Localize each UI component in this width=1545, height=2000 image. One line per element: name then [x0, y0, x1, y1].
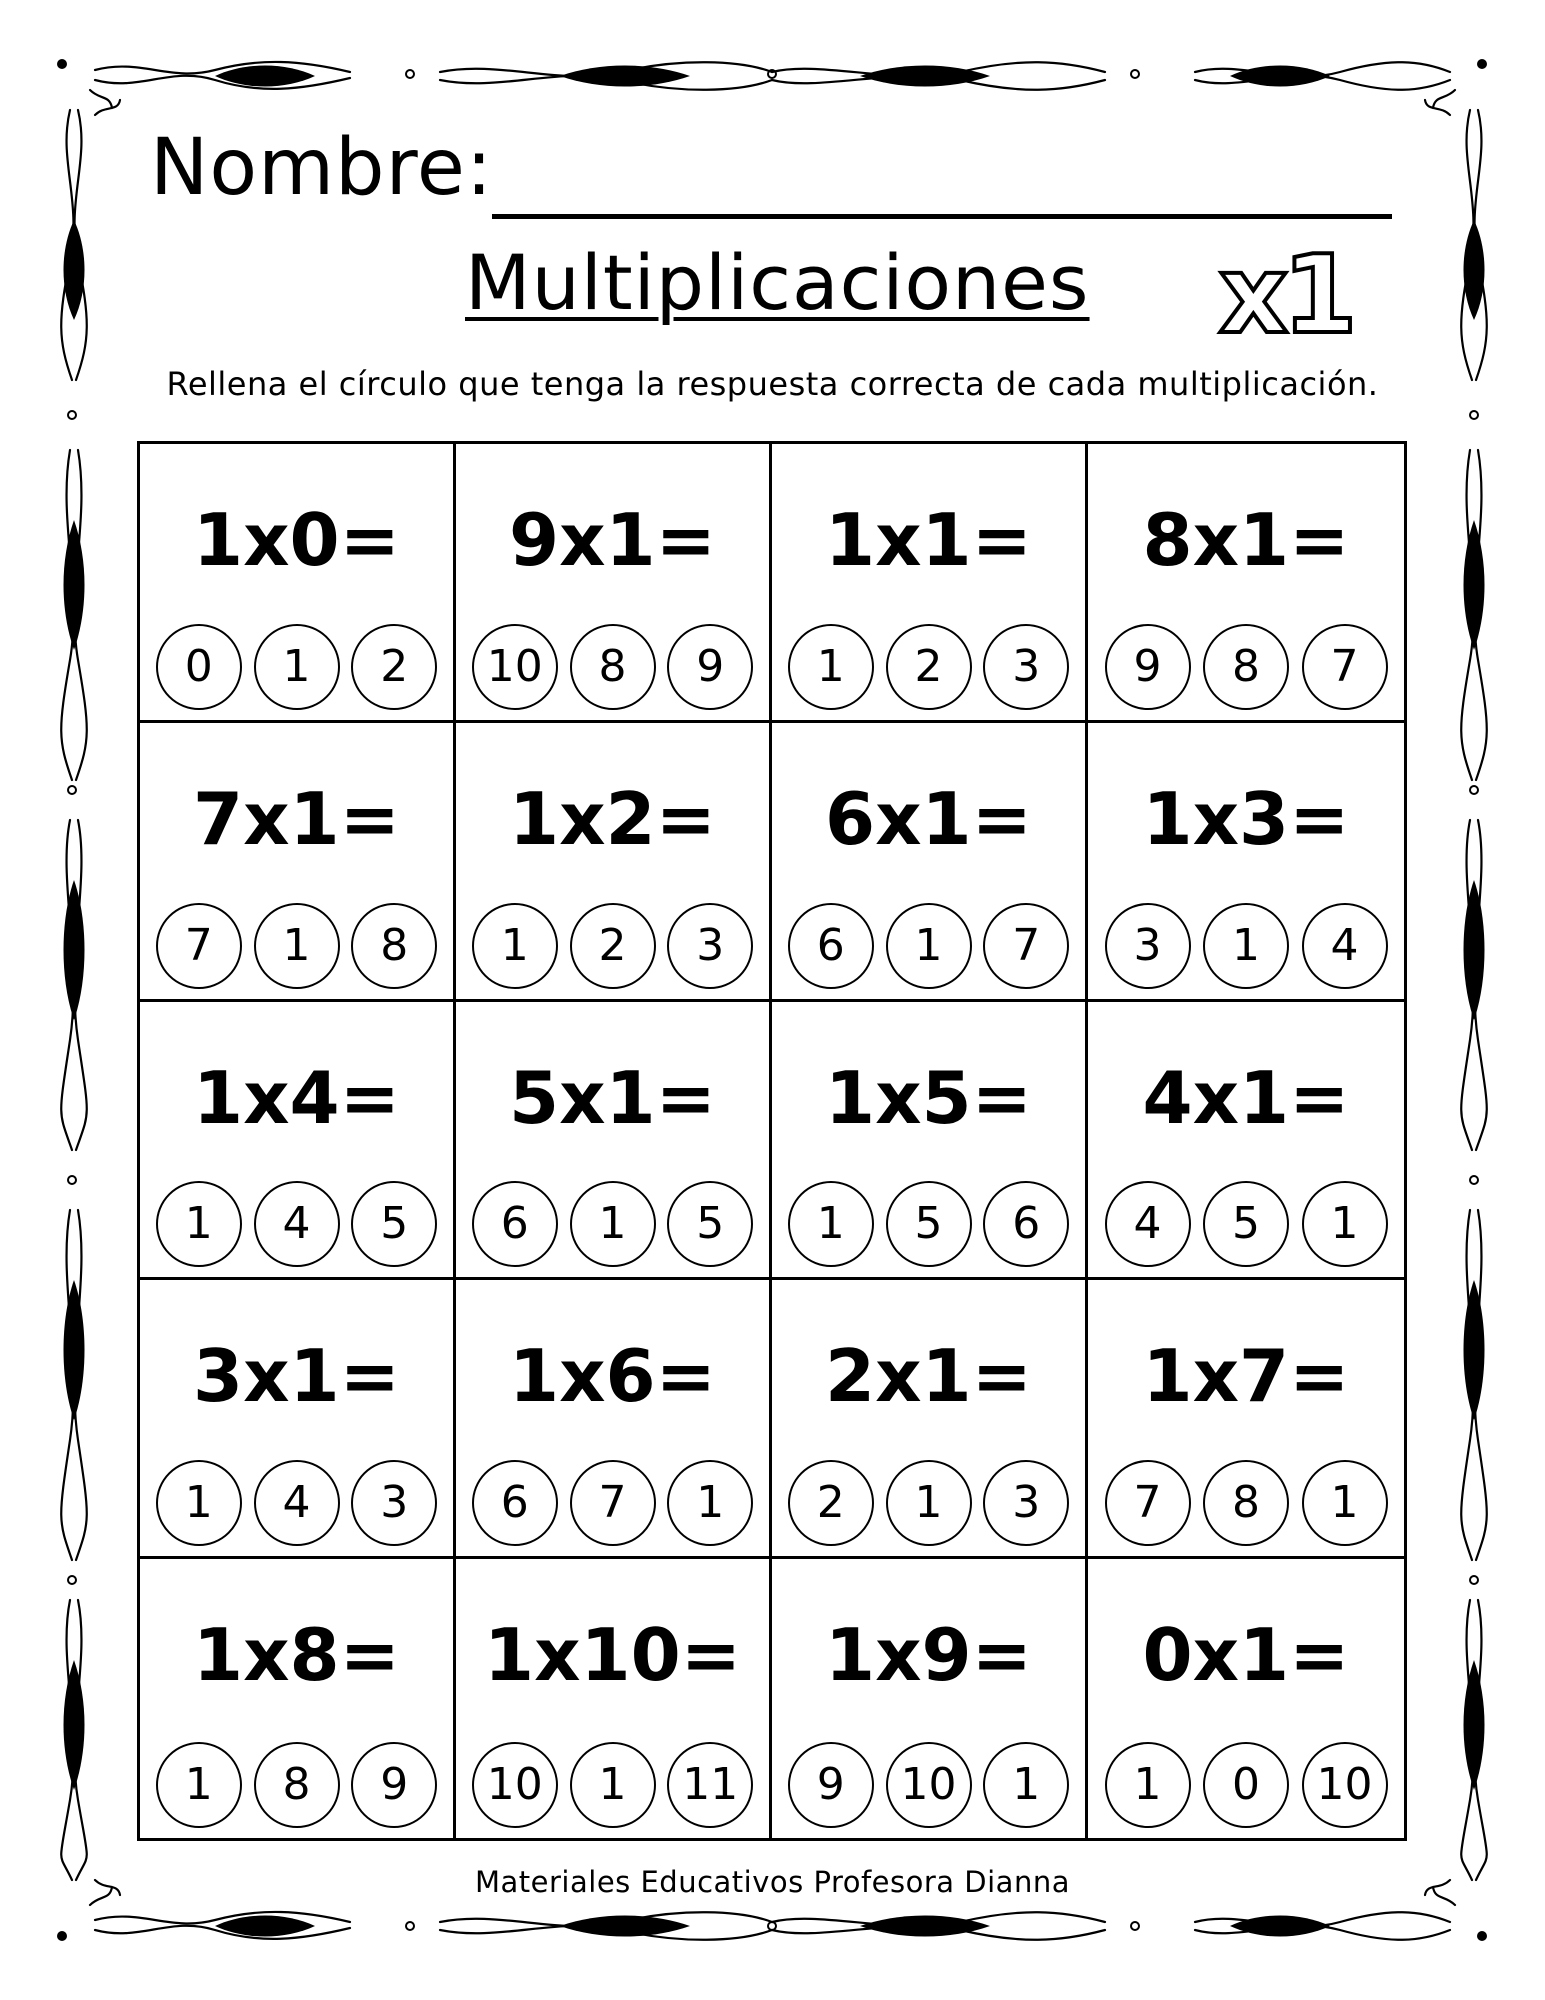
problem-grid: [137, 441, 1407, 1841]
problem-equation: 8x1=: [1142, 498, 1350, 582]
name-label: Nombre:: [150, 123, 494, 213]
answer-circle[interactable]: 2: [886, 624, 972, 710]
answer-circle[interactable]: 11: [667, 1742, 753, 1828]
problem-cell: [456, 1280, 772, 1559]
answer-circle[interactable]: 7: [983, 903, 1069, 989]
answer-options: [456, 1177, 769, 1271]
problem-equation: 1x5=: [825, 1055, 1032, 1140]
answer-circle[interactable]: 10: [1302, 1742, 1388, 1828]
answer-options: [140, 1456, 453, 1550]
answer-circle[interactable]: 7: [156, 903, 242, 989]
answer-circle[interactable]: 3: [351, 1460, 437, 1546]
answer-circle[interactable]: 6: [983, 1181, 1069, 1267]
answer-options: [772, 1456, 1085, 1550]
problem-equation: 1x3=: [1142, 776, 1350, 861]
answer-circle[interactable]: 1: [472, 903, 558, 989]
problem-cell: [140, 1002, 456, 1281]
problem-equation: 2x1=: [825, 1334, 1032, 1419]
answer-circle[interactable]: 1: [1105, 1742, 1191, 1828]
answer-circle[interactable]: 7: [1302, 624, 1388, 710]
problem-cell: [772, 1280, 1088, 1559]
problem-equation: 6x1=: [825, 776, 1032, 861]
answer-circle[interactable]: 6: [472, 1181, 558, 1267]
problem-cell: [1088, 444, 1404, 723]
answer-circle[interactable]: 1: [667, 1460, 753, 1546]
answer-options: [1088, 899, 1404, 993]
answer-circle[interactable]: 1: [156, 1742, 242, 1828]
answer-circle[interactable]: 0: [1203, 1742, 1289, 1828]
answer-circle[interactable]: 8: [351, 903, 437, 989]
answer-circle[interactable]: 0: [156, 624, 242, 710]
answer-circle[interactable]: 1: [254, 624, 340, 710]
answer-circle[interactable]: 1: [1203, 903, 1289, 989]
problem-equation: 1x6=: [509, 1334, 716, 1419]
answer-circle[interactable]: 3: [1105, 903, 1191, 989]
answer-circle[interactable]: 4: [254, 1181, 340, 1267]
answer-circle[interactable]: 2: [788, 1460, 874, 1546]
answer-options: [456, 1738, 769, 1832]
problem-cell: [140, 723, 456, 1002]
answer-options: [1088, 1456, 1404, 1550]
problem-cell: [456, 444, 772, 723]
answer-circle[interactable]: 1: [1302, 1181, 1388, 1267]
answer-circle[interactable]: 7: [1105, 1460, 1191, 1546]
problem-cell: [1088, 1280, 1404, 1559]
answer-options: [140, 1738, 453, 1832]
answer-circle[interactable]: 3: [983, 1460, 1069, 1546]
answer-circle[interactable]: 1: [886, 1460, 972, 1546]
answer-options: [456, 899, 769, 993]
answer-circle[interactable]: 9: [1105, 624, 1191, 710]
answer-circle[interactable]: 2: [351, 624, 437, 710]
instructions: Rellena el círculo que tenga la respuesta correcta de cada multiplicación.: [166, 365, 1379, 403]
answer-circle[interactable]: 6: [472, 1460, 558, 1546]
name-row: [150, 118, 1400, 228]
answer-circle[interactable]: 1: [156, 1460, 242, 1546]
times-one-badge: [1215, 240, 1355, 350]
answer-circle[interactable]: 1: [886, 903, 972, 989]
problem-equation: 1x1=: [825, 498, 1032, 582]
problem-cell: [456, 1559, 772, 1838]
problem-equation: 1x2=: [509, 776, 716, 861]
answer-circle[interactable]: 4: [254, 1460, 340, 1546]
answer-circle[interactable]: 1: [570, 1742, 656, 1828]
answer-circle[interactable]: 3: [983, 624, 1069, 710]
answer-circle[interactable]: 5: [1203, 1181, 1289, 1267]
worksheet-title: Multiplicaciones: [465, 238, 1090, 327]
answer-options: [772, 620, 1085, 714]
answer-circle[interactable]: 8: [1203, 624, 1289, 710]
problem-equation: 5x1=: [509, 1055, 716, 1140]
answer-circle[interactable]: 8: [1203, 1460, 1289, 1546]
problem-cell: [772, 444, 1088, 723]
answer-circle[interactable]: 8: [254, 1742, 340, 1828]
answer-circle[interactable]: 3: [667, 903, 753, 989]
answer-options: [1088, 1738, 1404, 1832]
problem-equation: 7x1=: [193, 776, 400, 861]
problem-cell: [772, 1002, 1088, 1281]
answer-circle[interactable]: 9: [667, 624, 753, 710]
problem-equation: 1x10=: [483, 1613, 742, 1698]
problem-equation: 3x1=: [193, 1334, 400, 1419]
problem-equation: 1x0=: [193, 498, 400, 582]
answer-circle[interactable]: 10: [472, 624, 558, 710]
problem-equation: 4x1=: [1142, 1055, 1350, 1140]
problem-cell: [456, 1002, 772, 1281]
problem-cell: [140, 1559, 456, 1838]
answer-options: [140, 620, 453, 714]
answer-circle[interactable]: 4: [1105, 1181, 1191, 1267]
problem-cell: [456, 723, 772, 1002]
problem-equation: 1x8=: [193, 1613, 400, 1698]
answer-circle[interactable]: 9: [788, 1742, 874, 1828]
answer-options: [1088, 1177, 1404, 1271]
answer-circle[interactable]: 7: [570, 1460, 656, 1546]
name-line[interactable]: [492, 214, 1392, 219]
answer-circle[interactable]: 9: [351, 1742, 437, 1828]
problem-equation: 1x7=: [1142, 1334, 1350, 1419]
problem-cell: [1088, 1559, 1404, 1838]
answer-circle[interactable]: 1: [1302, 1460, 1388, 1546]
answer-circle[interactable]: 4: [1302, 903, 1388, 989]
problem-equation: 1x4=: [193, 1055, 400, 1140]
problem-cell: [140, 1280, 456, 1559]
answer-circle[interactable]: 5: [667, 1181, 753, 1267]
problem-equation: 0x1=: [1142, 1613, 1350, 1698]
answer-circle[interactable]: 10: [886, 1742, 972, 1828]
problem-equation: 9x1=: [509, 498, 716, 582]
answer-options: [1088, 620, 1404, 714]
answer-circle[interactable]: 5: [351, 1181, 437, 1267]
answer-circle[interactable]: 1: [156, 1181, 242, 1267]
answer-circle[interactable]: 1: [788, 624, 874, 710]
problem-cell: [1088, 1002, 1404, 1281]
problem-equation: 1x9=: [825, 1613, 1032, 1698]
answer-options: [772, 1177, 1085, 1271]
answer-options: [772, 899, 1085, 993]
answer-options: [140, 899, 453, 993]
answer-options: [772, 1738, 1085, 1832]
answer-circle[interactable]: 2: [570, 903, 656, 989]
answer-options: [456, 1456, 769, 1550]
problem-cell: [140, 444, 456, 723]
answer-circle[interactable]: 8: [570, 624, 656, 710]
badge-text: x1: [1218, 240, 1352, 350]
answer-circle[interactable]: 1: [254, 903, 340, 989]
answer-circle[interactable]: 1: [983, 1742, 1069, 1828]
answer-circle[interactable]: 10: [472, 1742, 558, 1828]
problem-cell: [772, 723, 1088, 1002]
answer-options: [456, 620, 769, 714]
answer-circle[interactable]: 1: [788, 1181, 874, 1267]
problem-cell: [772, 1559, 1088, 1838]
problem-cell: [1088, 723, 1404, 1002]
answer-circle[interactable]: 6: [788, 903, 874, 989]
footer-credit: Materiales Educativos Profesora Dianna: [475, 1865, 1070, 1899]
answer-options: [140, 1177, 453, 1271]
answer-circle[interactable]: 1: [570, 1181, 656, 1267]
answer-circle[interactable]: 5: [886, 1181, 972, 1267]
